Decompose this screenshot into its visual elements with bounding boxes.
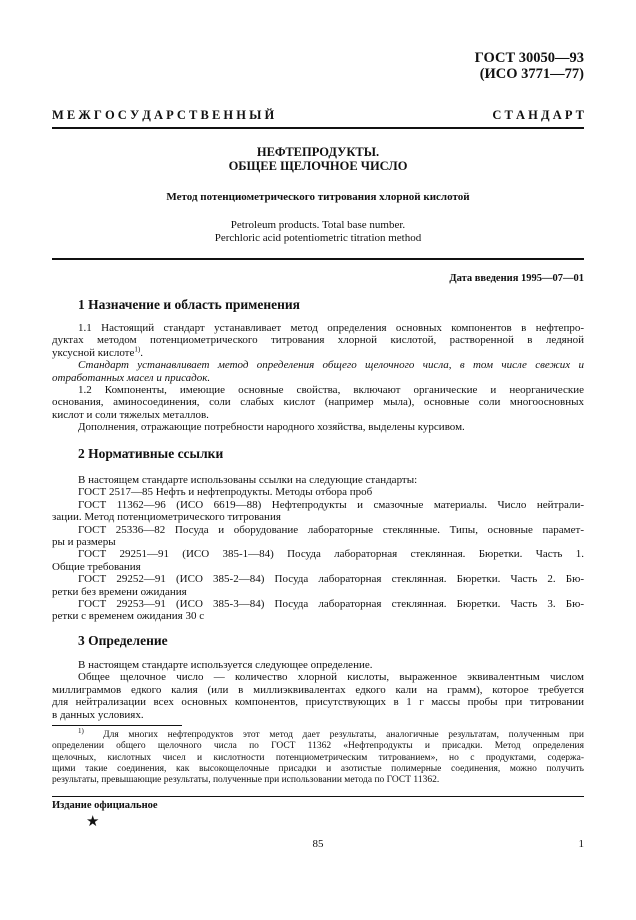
paragraph-line: в данных условиях. <box>52 708 144 721</box>
paragraph-line: Общее щелочное число — количество хлорной кислоты, выраженное эквивалентным числом <box>78 671 584 684</box>
title-rule <box>52 258 584 260</box>
english-title <box>52 219 584 244</box>
footnote-line: результаты, превышающие результаты, полученные при использовании метода по ГОСТ 11362. <box>52 775 440 786</box>
section-1-body <box>52 322 584 434</box>
english-title-line-1: Petroleum products. Total base number. <box>230 219 406 231</box>
paragraph-line: для нейтрализации всех основных компонентов, присутствующих в 1 г массы пробы при титровании <box>52 696 584 709</box>
paragraph-line: дуктах методом потенциометрического титрования хлорной кислотой, растворенной в ледяной <box>52 334 584 347</box>
method-subtitle: Метод потенциометрического титрования хлорной кислотой <box>166 191 470 203</box>
footnote-line: определении общего щелочного числа по ГОСТ 11362 «Нефтепродукты и присадки. Метод определения <box>52 741 584 752</box>
page-number-center: 85 <box>312 838 324 850</box>
footnote-mark: 1) <box>78 726 84 735</box>
title-line-2: ОБЩЕЕ ЩЕЛОЧНОЕ ЧИСЛО <box>228 159 408 173</box>
section-1-heading: 1 Назначение и область применения <box>78 297 300 312</box>
paragraph-line: 1.2 Компоненты, имеющие основные свойства, включают органические и неорганические <box>78 384 584 397</box>
paragraph-line: Дополнения, отражающие потребности народного хозяйства, выделены курсивом. <box>78 421 465 434</box>
interstate-standard-banner <box>52 108 584 123</box>
document-title <box>52 145 584 173</box>
reference-line: ГОСТ 11362—96 (ИСО 6619—88) Нефтепродукты и смазочные материалы. Число нейтрали- <box>78 498 584 511</box>
paragraph-line <box>52 347 584 359</box>
section-3-heading: 3 Определение <box>78 633 168 648</box>
footer-rule <box>52 796 584 797</box>
reference-line: ГОСТ 25336—82 Посуда и оборудование лабораторные стеклянные. Типы, основные парамет- <box>78 523 584 536</box>
star-icon: ★ <box>86 814 100 830</box>
section-2-body <box>52 474 584 623</box>
paragraph-line-italic: отработанных масел и присадок. <box>52 371 211 384</box>
footnote <box>52 726 584 786</box>
paragraph-line-italic: Стандарт устанавливает метод определения общего щелочного числа, в том числе свежих и <box>78 359 584 372</box>
reference-line: ГОСТ 29252—91 (ИСО 385-2—84) Посуда лабораторная стеклянная. Бюретки. Часть 2. Бю- <box>78 573 584 586</box>
reference-line: ретки без времени ожидания <box>52 585 187 598</box>
reference-line: ры и размеры <box>52 536 116 549</box>
footnote-ref: 1) <box>134 345 141 354</box>
reference-line: ретки с временем ожидания 30 с <box>52 610 205 623</box>
paragraph-text: . <box>140 346 143 359</box>
section-2-heading: 2 Нормативные ссылки <box>78 446 224 461</box>
official-edition-label: Издание официальное <box>52 800 158 811</box>
page-number-right: 1 <box>578 838 584 850</box>
paragraph-line: В настоящем стандарте использованы ссылки на следующие стандарты: <box>78 474 418 486</box>
paragraph-line: основания, аминосоединения, соли слабых кислот (например мыла), основные соли многоосновных <box>52 396 584 409</box>
iso-number: (ИСО 3771—77) <box>479 66 584 82</box>
standard-number: ГОСТ 30050—93 <box>474 50 584 66</box>
section-3-body <box>52 659 584 721</box>
footnote-line <box>52 726 584 741</box>
footnote-line: щими такие соединения, как высокощелочные присадки и азотистые полимерные соединения, можно получить <box>52 763 584 774</box>
standard-number-block <box>475 50 584 82</box>
paragraph-line: В настоящем стандарте используется следующее определение. <box>78 659 373 671</box>
reference-line: Общие требования <box>52 560 141 573</box>
reference-line: зации. Метод потенциометрического титрования <box>52 511 281 524</box>
banner-right: С Т А Н Д А Р Т <box>492 108 584 122</box>
reference-line: ГОСТ 2517—85 Нефть и нефтепродукты. Методы отбора проб <box>78 486 373 499</box>
reference-line: ГОСТ 29251—91 (ИСО 385-1—84) Посуда лабораторная стеклянная. Бюретки. Часть 1. <box>78 548 584 561</box>
footnote-text: Для многих нефтепродуктов этот метод дает результаты, аналогичные результатам, полученным при <box>103 730 584 740</box>
paragraph-line: кислот и соли тяжелых металлов. <box>52 408 209 421</box>
top-rule <box>52 127 584 129</box>
banner-left: М Е Ж Г О С У Д А Р С Т В Е Н Н Ы Й <box>52 108 275 122</box>
introduction-date: Дата введения 1995—07—01 <box>449 273 584 284</box>
paragraph-line: 1.1 Настоящий стандарт устанавливает метод определения основных компонентов в нефтепро- <box>78 322 584 334</box>
footnote-separator <box>52 725 182 726</box>
title-line-1: НЕФТЕПРОДУКТЫ. <box>256 145 380 159</box>
english-title-line-2: Perchloric acid potentiometric titration method <box>214 231 422 244</box>
reference-line: ГОСТ 29253—91 (ИСО 385-3—84) Посуда лабораторная стеклянная. Бюретки. Часть 3. Бю- <box>78 598 584 611</box>
paragraph-line: миллиграммов едкого калия (или в миллиэквивалентах едкого кали на грамм), которое требуется <box>52 683 584 696</box>
footnote-line: щелочных, кислотных чисел и кислотности потенциометрическим титрованием», но с продуктами, содержа- <box>52 752 584 763</box>
paragraph-text: уксусной кислоте <box>52 346 135 359</box>
